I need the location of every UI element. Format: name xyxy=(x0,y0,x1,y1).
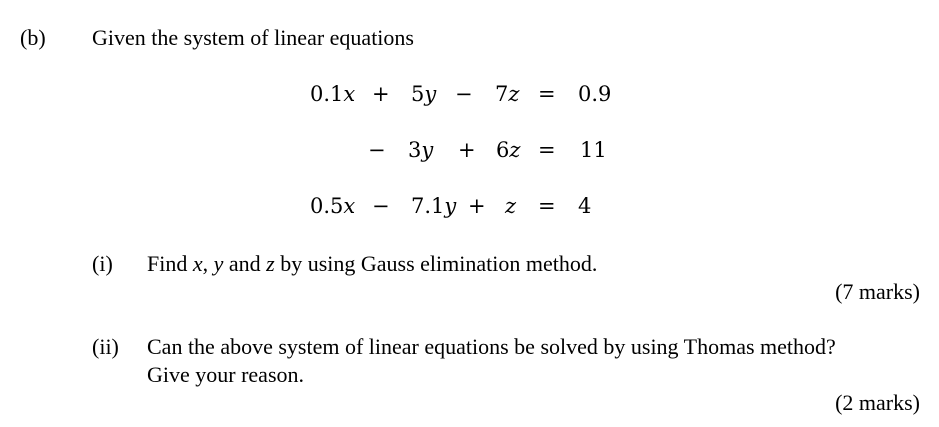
term-1 xyxy=(310,84,355,105)
operator: − xyxy=(372,194,390,218)
variable-x: x xyxy=(192,251,203,276)
term-variable: x xyxy=(343,82,356,106)
right-hand-side: 0.9 xyxy=(578,82,612,106)
term-coefficient: 5 xyxy=(411,82,425,106)
operator: + xyxy=(458,138,476,162)
term-coefficient: 0.1 xyxy=(310,82,344,106)
equals-sign: = xyxy=(538,138,556,162)
question-intro: Given the system of linear equations xyxy=(92,25,414,50)
operator: − xyxy=(368,138,386,162)
term-variable: z xyxy=(505,194,517,218)
term-variable: y xyxy=(444,194,457,218)
text-segment: and xyxy=(223,251,267,276)
term-variable: y xyxy=(421,138,434,162)
term-coefficient: 3 xyxy=(408,138,422,162)
term-coefficient: 7 xyxy=(495,82,509,106)
variable-y: y xyxy=(213,251,224,276)
term-variable: x xyxy=(343,194,356,218)
term-coefficient: 6 xyxy=(496,138,510,162)
term-variable: y xyxy=(424,82,437,106)
term-2 xyxy=(411,196,456,217)
sub-question-text xyxy=(147,253,597,275)
text-segment: Find xyxy=(147,251,193,276)
term-1 xyxy=(310,196,355,217)
sub-question-text: Can the above system of linear equations be solved by using Thomas method? xyxy=(147,334,836,359)
marks-label: (7 marks) xyxy=(835,279,920,304)
sub-question-label: (i) xyxy=(92,251,113,276)
variable-z: z xyxy=(266,251,275,276)
term-coefficient: 7.1 xyxy=(411,194,445,218)
operator: − xyxy=(455,82,473,106)
term-3 xyxy=(495,84,519,105)
operator: + xyxy=(468,194,486,218)
term-3 xyxy=(496,140,520,161)
term-coefficient: 0.5 xyxy=(310,194,344,218)
term-2 xyxy=(408,140,433,161)
marks-label: (2 marks) xyxy=(835,390,920,415)
text-segment: , xyxy=(202,251,214,276)
term-variable: z xyxy=(508,82,520,106)
operator: + xyxy=(372,82,390,106)
text-segment: by using Gauss elimination method. xyxy=(274,251,598,276)
right-hand-side: 4 xyxy=(578,194,592,218)
sub-question-text-line-2: Give your reason. xyxy=(147,362,305,387)
right-hand-side: 11 xyxy=(580,138,607,162)
term-2 xyxy=(411,84,436,105)
sub-question-label: (ii) xyxy=(92,334,119,359)
equals-sign: = xyxy=(538,82,556,106)
term-variable: z xyxy=(509,138,521,162)
question-label: (b) xyxy=(20,25,46,50)
term-3 xyxy=(505,196,516,217)
equals-sign: = xyxy=(538,194,556,218)
